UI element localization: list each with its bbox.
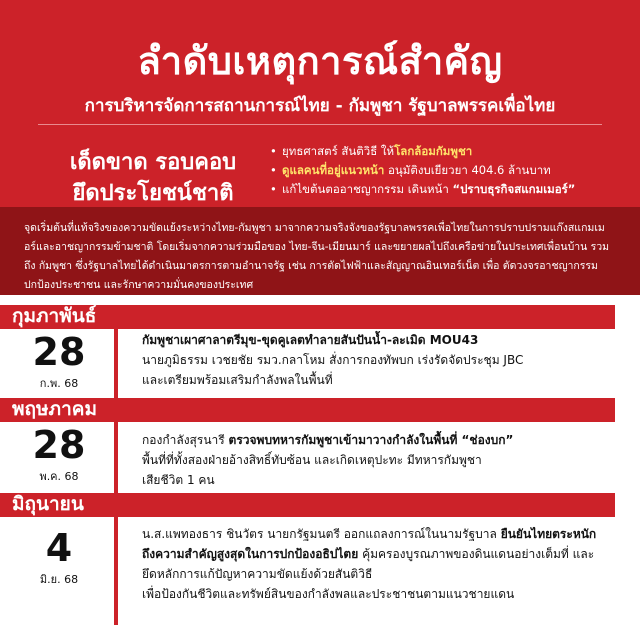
key-point-2 (270, 161, 630, 180)
event-text: กองกำลังสุรนารี (142, 433, 229, 447)
header-divider (38, 124, 602, 125)
event-detail-line (142, 544, 626, 564)
event-headline-line (142, 524, 626, 544)
key-point-3-quote: “ปราบธุรกิจสแกมเมอร์” (452, 182, 576, 196)
event-text: น.ส.แพทองธาร ชินวัตร นายกรัฐมนตรี ออกแถลงการณ์ในนามรัฐบาล (142, 527, 501, 541)
event-detail-line: และเตรียมพร้อมเสริมกำลังพลในพื้นที่ (142, 373, 333, 387)
month-label: กุมภาพันธ์ (12, 305, 97, 327)
event-month-abbr: ก.พ. 68 (39, 377, 79, 390)
page-title: ลำดับเหตุการณ์สำคัญ (137, 39, 503, 83)
key-point-3 (270, 180, 630, 199)
header-banner (0, 0, 640, 207)
key-point-1-highlight: โลกล้อมกัมพูชา (394, 144, 473, 158)
month-label: มิถุนายน (12, 493, 84, 515)
event-detail-line: เพื่อป้องกันชีวิตและทรัพย์สินของกำลังพลและประชาชนตามแนวชายแดน (142, 587, 515, 601)
key-point-2-text: อนุมัติงบเยียวยา 404.6 ล้านบาท (384, 163, 551, 177)
event-detail-line: ยึดหลักการแก้ปัญหาความขัดแย้งด้วยสันติวิธี (142, 567, 373, 581)
event-description (142, 524, 626, 604)
month-bar-february (0, 305, 615, 329)
key-points-list (270, 142, 630, 199)
event-detail-line: เสียชีวิต 1 คน (142, 473, 215, 487)
event-text-bold: ถึงความสำคัญสูงสุดในการปกป้องอธิปไตย (142, 547, 359, 561)
headline-line2: ยึดประโยชน์ชาติ (72, 181, 234, 206)
event-month-abbr: มิ.ย. 68 (39, 573, 79, 586)
event-detail-line: พื้นที่ที่ทั้งสองฝ่ายอ้างสิทธิ์ทับซ้อน และเกิดเหตุปะทะ มีทหารกัมพูชา (142, 453, 482, 467)
event-detail-line: นายภูมิธรรม เวชยชัย รมว.กลาโหม สั่งการกองทัพบก เร่งรัดจัดประชุม JBC (142, 353, 524, 367)
key-point-1 (270, 142, 630, 161)
month-bar-may (0, 398, 615, 422)
event-day: 28 (32, 423, 86, 467)
page-subtitle: การบริหารจัดการสถานการณ์ไทย - กัมพูชา รัฐบาลพรรคเพื่อไทย (84, 96, 556, 116)
event-description (142, 330, 626, 390)
intro-section (0, 207, 640, 295)
event-month-abbr: พ.ค. 68 (39, 470, 79, 483)
intro-text: จุดเริ่มต้นที่แท้จริงของความขัดแย้งระหว่างไทย-กัมพูชา มาจากความจริงจังของรัฐบาลพรรคเพื่อไทยในการปราบปรามแก๊งสแกมเมอร์และอาชญากรรมข้ามชาติ โดยเริ่มจากความร่วมมือของ ไทย-จีน-เมียนมาร์ และขยายผลไปถึงเครือข่ายในประเทศเพื่อนบ้าน รวมถึง กัมพูชา ซึ่งรัฐบาลไทยได้ดำเนินมาตรการตามอำนาจรัฐ เช่น การตัดไฟฟ้าและสัญญาณอินเทอร์เน็ต เพื่อ ตัดวงจรอาชญากรรม ปกป้องประชาชน และรักษาความมั่นคงของประเทศ (24, 222, 610, 291)
event-headline-line (142, 430, 626, 450)
headline-line1: เด็ดขาด รอบคอบ (69, 150, 237, 175)
event-headline: กัมพูชาเผาศาลาตรีมุข-ขุดคูเลตทำลายสันปันน้ำ-ละเมิด MOU43 (142, 333, 479, 347)
key-point-2-highlight: ดูแลคนที่อยู่แนวหน้า (282, 163, 385, 177)
event-day: 28 (32, 330, 86, 374)
event-description (142, 430, 626, 490)
key-point-3-text: แก้ไขต้นตออาชญากรรม เดินหน้า (282, 182, 453, 196)
event-day: 4 (45, 526, 73, 570)
month-bar-june (0, 493, 615, 517)
event-text-bold: ตรวจพบทหารกัมพูชาเข้ามาวางกำลังในพื้นที่ “ช่องบก” (228, 433, 514, 447)
month-label: พฤษภาคม (12, 398, 97, 420)
event-text: คุ้มครองบูรณภาพของดินแดนอย่างเต็มที่ และ (358, 547, 595, 561)
event-text-bold: ยืนยันไทยตระหนัก (500, 527, 597, 541)
key-point-1-text: ยุทธศาสตร์ สันติวิธี ให้ (282, 144, 395, 158)
